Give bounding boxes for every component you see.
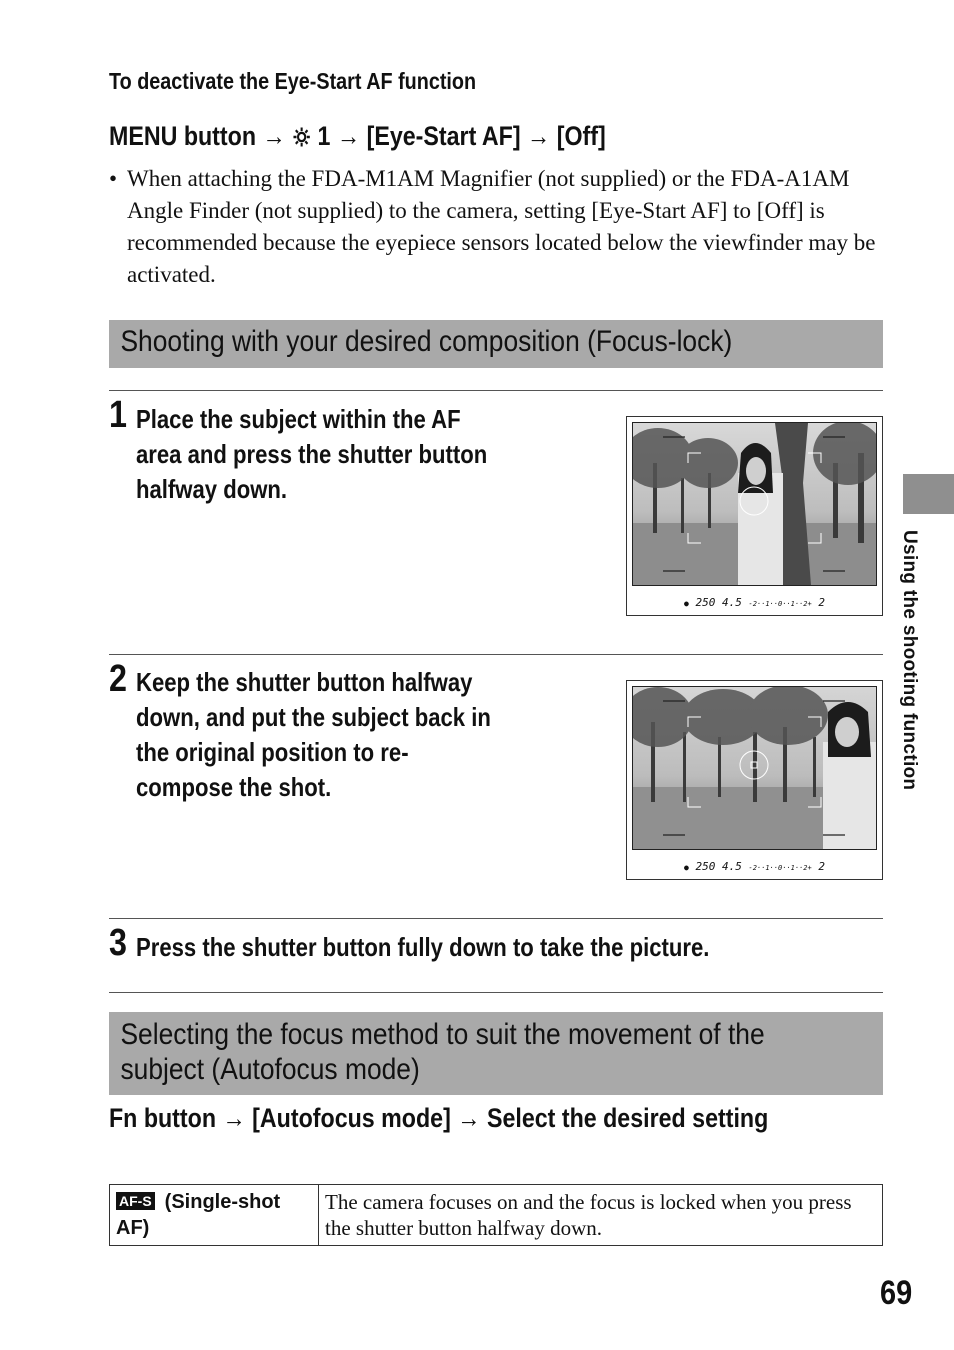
divider	[109, 654, 883, 655]
viewfinder-readout: ● 250 4.5 -2··1··0··1··2+ 2	[684, 860, 825, 873]
note-text: When attaching the FDA-M1AM Magnifier (not supplied) or the FDA-A1AM Angle Finder (not supplied) to the camera, setting [Eye-Start AF] to [Off] is recommended because the eyepiece sensors located below the viewfinder may be activated.	[127, 166, 876, 287]
gear-icon	[292, 126, 311, 148]
description-cell: The camera focuses on and the focus is locked when you press the shutter button halfway down.	[319, 1185, 883, 1246]
arrow-icon: →	[336, 121, 361, 151]
menu-path: MENU button → 1 → [Eye-Start AF] → [Off]	[109, 121, 606, 151]
chapter-label: Using the shooting function	[899, 530, 920, 791]
scene-photo	[632, 422, 877, 586]
section-heading: To deactivate the Eye-Start AF function	[109, 68, 477, 94]
table-row	[110, 1185, 883, 1246]
step-text: Keep the shutter button halfway down, and put the subject back in the original position to re- compose the shot.	[136, 667, 491, 802]
autofocus-mode-table	[109, 1184, 883, 1246]
section-banner-focus-lock: Shooting with your desired composition (Focus-lock)	[109, 320, 883, 368]
arrow-icon: →	[262, 121, 286, 151]
step-text: Press the shutter button fully down to take the picture.	[136, 932, 710, 962]
viewfinder-image	[626, 416, 883, 616]
af-s-icon: AF-S	[116, 1192, 155, 1210]
page-number: 69	[880, 1274, 913, 1312]
scene-photo	[632, 686, 877, 850]
step-text: Place the subject within the AF area and press the shutter button halfway down.	[136, 404, 488, 504]
step-number: 1	[109, 394, 127, 436]
step-number: 3	[109, 922, 127, 964]
divider	[109, 918, 883, 919]
viewfinder-image	[626, 680, 883, 880]
section-banner-autofocus: Selecting the focus method to suit the movement of the subject (Autofocus mode)	[109, 1012, 883, 1095]
step-number: 2	[109, 658, 127, 700]
divider	[109, 390, 883, 391]
mode-cell: AF-S (Single-shot AF)	[110, 1185, 319, 1246]
chapter-tab	[903, 474, 954, 514]
viewfinder-readout: ● 250 4.5 -2··1··0··1··2+ 2	[684, 596, 825, 609]
fn-path: Fn button → [Autofocus mode] → Select the desired setting	[109, 1103, 769, 1133]
arrow-icon: →	[457, 1103, 481, 1133]
divider	[109, 992, 883, 993]
note-bullet: •	[109, 166, 118, 191]
arrow-icon: →	[222, 1103, 246, 1133]
arrow-icon: →	[527, 121, 551, 151]
